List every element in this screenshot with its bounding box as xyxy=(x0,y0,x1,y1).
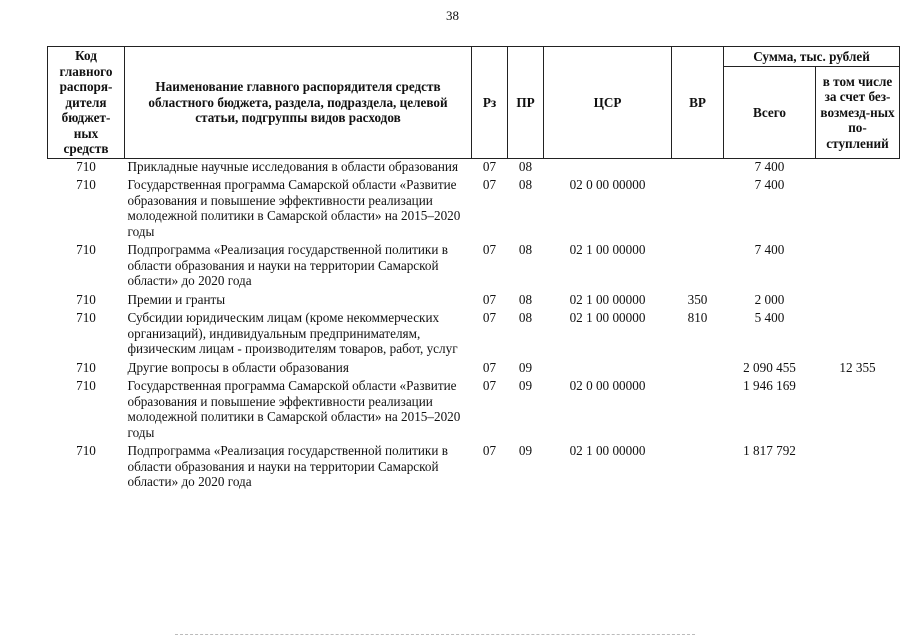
cell-extra xyxy=(816,310,900,360)
cell-vr: 810 xyxy=(687,310,708,325)
cell-csr: 02 1 00 00000 xyxy=(569,291,646,307)
cell-name: Субсидии юридическим лицам (кроме некоммерческих организаций), индивидуальным предпринимателям, физическим лицам - производителям товаров, работ, услуг xyxy=(127,310,458,356)
header-vr: ВР xyxy=(672,47,724,159)
header-extra: в том числе за счет без-возмезд-ных по-ступлений xyxy=(816,67,900,159)
cell-vr xyxy=(672,177,724,242)
cell-code: 710 xyxy=(76,443,96,458)
cell-vr xyxy=(672,242,724,292)
cell-pr: 08 xyxy=(518,242,533,257)
cell-total: 1 817 792 xyxy=(743,443,796,458)
table-body xyxy=(48,158,900,490)
table-row xyxy=(48,242,900,292)
header-total: Всего xyxy=(724,67,816,159)
cell-vr xyxy=(672,360,724,379)
cell-rz: 07 xyxy=(482,359,497,375)
cell-csr: 02 0 00 00000 xyxy=(569,177,646,192)
cell-code: 710 xyxy=(76,177,96,192)
cell-csr xyxy=(544,360,672,379)
cell-name: Прикладные научные исследования в области образования xyxy=(127,158,459,174)
header-rz: Рз xyxy=(472,47,508,159)
cell-extra xyxy=(816,443,900,490)
cell-name: Государственная программа Самарской области «Развитие образования и повышение эффективности реализации молодежной политики в Самарской области» на 2015–2020 годы xyxy=(127,177,461,239)
header-csr: ЦСР xyxy=(544,47,672,159)
budget-table xyxy=(47,46,900,490)
cell-vr xyxy=(672,378,724,443)
cell-rz: 07 xyxy=(482,310,497,325)
cell-name: Подпрограмма «Реализация государственной политики в области образования и науки на территории Самарской области» до 2020 года xyxy=(127,242,448,288)
cell-rz: 07 xyxy=(482,378,497,393)
cell-extra xyxy=(816,242,900,292)
cell-csr xyxy=(544,158,672,177)
cell-total: 2 090 455 xyxy=(743,359,796,375)
cell-pr: 09 xyxy=(518,443,533,458)
cell-extra xyxy=(816,292,900,311)
cell-vr xyxy=(672,158,724,177)
page-bottom-divider xyxy=(175,634,695,635)
cell-code: 710 xyxy=(76,378,96,393)
cell-name: Другие вопросы в области образования xyxy=(127,359,349,375)
cell-total: 7 400 xyxy=(754,177,785,192)
cell-total: 7 400 xyxy=(754,242,785,257)
cell-extra: 12 355 xyxy=(839,359,876,375)
cell-csr: 02 0 00 00000 xyxy=(569,378,646,393)
cell-pr: 09 xyxy=(518,378,533,393)
cell-extra xyxy=(816,158,900,177)
cell-total: 2 000 xyxy=(754,291,785,307)
cell-name: Подпрограмма «Реализация государственной политики в области образования и науки на территории Самарской области» до 2020 года xyxy=(127,443,448,489)
cell-vr: 350 xyxy=(687,291,708,307)
header-name: Наименование главного распорядителя средств областного бюджета, раздела, подраздела, целевой статьи, подгруппы видов расходов xyxy=(125,47,472,159)
table-row xyxy=(48,378,900,443)
cell-csr: 02 1 00 00000 xyxy=(569,443,646,458)
cell-rz: 07 xyxy=(482,158,497,174)
table-row xyxy=(48,360,900,379)
cell-total: 5 400 xyxy=(754,310,785,325)
table-row xyxy=(48,443,900,490)
cell-name: Государственная программа Самарской области «Развитие образования и повышение эффективности реализации молодежной политики в Самарской области» на 2015–2020 годы xyxy=(127,378,461,440)
cell-csr: 02 1 00 00000 xyxy=(569,310,646,325)
cell-pr: 08 xyxy=(518,177,533,192)
cell-code: 710 xyxy=(76,359,96,375)
cell-code: 710 xyxy=(76,158,96,174)
cell-pr: 08 xyxy=(518,310,533,325)
cell-rz: 07 xyxy=(482,177,497,192)
table-row xyxy=(48,310,900,360)
header-pr: ПР xyxy=(508,47,544,159)
cell-code: 710 xyxy=(76,310,96,325)
table-header xyxy=(48,47,900,159)
cell-total: 1 946 169 xyxy=(743,378,796,393)
cell-vr xyxy=(672,443,724,490)
cell-pr: 08 xyxy=(518,291,533,307)
cell-rz: 07 xyxy=(482,291,497,307)
header-sum: Сумма, тыс. рублей xyxy=(724,47,900,67)
cell-code: 710 xyxy=(76,242,96,257)
cell-rz: 07 xyxy=(482,443,497,458)
cell-pr: 09 xyxy=(518,359,533,375)
cell-rz: 07 xyxy=(482,242,497,257)
cell-code: 710 xyxy=(76,291,96,307)
cell-extra xyxy=(816,378,900,443)
page-number: 38 xyxy=(446,8,459,23)
cell-extra xyxy=(816,177,900,242)
table-row xyxy=(48,292,900,311)
cell-name: Премии и гранты xyxy=(127,291,226,307)
table-row xyxy=(48,177,900,242)
cell-csr: 02 1 00 00000 xyxy=(569,242,646,257)
header-code: Код главного распоря-дителя бюджет-ных средств xyxy=(48,47,125,159)
cell-pr: 08 xyxy=(518,158,533,174)
table-row xyxy=(48,158,900,177)
cell-total: 7 400 xyxy=(754,158,785,174)
